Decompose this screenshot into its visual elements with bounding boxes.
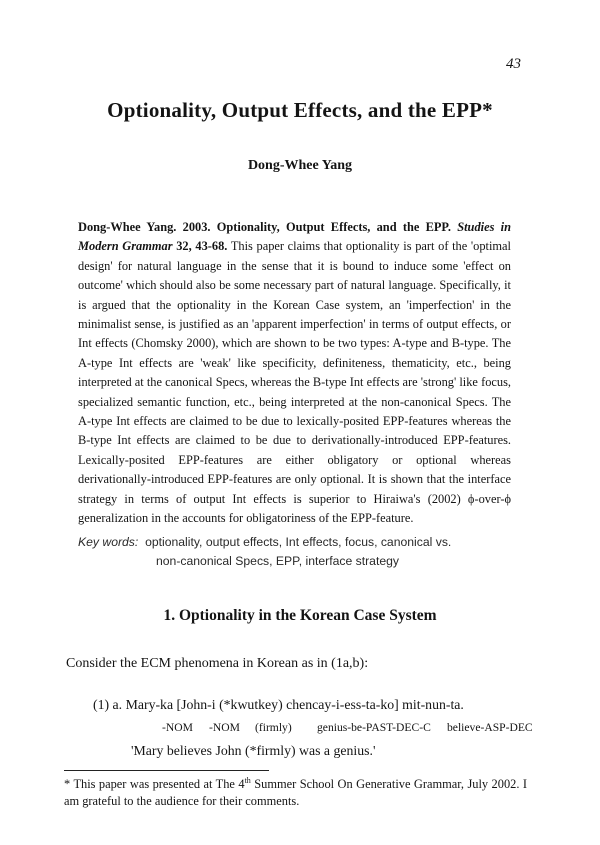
gloss-item: (firmly) (255, 721, 292, 734)
footnote-text-rest: Summer School On Generative Grammar, July 2002. I am grateful to the audience for their comments. (64, 777, 528, 808)
abstract-text: This paper claims that optionality is part of the 'optimal design' for natural language in the sense that it is bound to induce some 'effect on outcome' which should also be some necessary part of natural language. Specifically, it is argued that the optionality in the Korean Case system, an 'imperfection' in the minimalist sense, is justified as an 'apparent imperfection' in terms of output effects, or Int effects (Chomsky 2000), which are shown to be two types: A-type and B-type. The A-type Int effects are 'weak' like specificity, definiteness, thematicity, etc., being interpreted at the canonical Specs, whereas the B-type Int effects are 'strong' like focus, specialized semantic function, etc., being interpreted at the non-canonical Specs. The A-type Int effects are claimed to be due to lexically-posited EPP-features whereas the B-type Int effects are claimed to be due to derivationally-introduced EPP-features. Lexically-posited EPP-features are either obligatory or optional whereas derivationally-introduced EPP-features are only optional. It is shown that the interface strategy in terms of output Int effects is superior to Hiraiwa's (2002) ϕ-over-ϕ generalization in the accounts for obligatoriness of the EPP-feature. (78, 239, 511, 526)
footnote (64, 776, 527, 810)
author-name: Dong-Whee Yang (247, 158, 353, 173)
keywords-line2: non-canonical Specs, EPP, interface strategy (156, 554, 399, 568)
gloss-item: believe-ASP-DEC (447, 721, 533, 734)
section-heading: 1. Optionality in the Korean Case System (163, 607, 437, 624)
keywords (78, 533, 518, 571)
citation-volume: 32, 43-68. (176, 239, 228, 254)
footnote-marker: * (64, 777, 71, 791)
keywords-label: Key words (78, 535, 135, 549)
keywords-line1: optionality, output effects, Int effects, focus, canonical vs. (145, 535, 452, 549)
gloss-item: -NOM (209, 721, 240, 734)
body-paragraph: Consider the ECM phenomena in Korean as in (1a,b): (66, 656, 369, 671)
citation-journal: Studies in Modern Grammar (78, 220, 511, 254)
gloss-item: -NOM (162, 721, 193, 734)
example-translation: 'Mary believes John (*firmly) was a genius.' (131, 743, 376, 758)
gloss-item: genius-be-PAST-DEC-C (317, 721, 431, 734)
example-sentence (93, 697, 543, 713)
footnote-superscript: th (244, 776, 251, 785)
example-korean: Mary-ka [John-i (*kwutkey) chencay-i-ess-ta-ko] mit-nun-ta. (125, 697, 464, 712)
footnote-text: This paper was presented at The 4 (73, 777, 245, 791)
page-number: 43 (506, 56, 521, 72)
citation-header: Dong-Whee Yang. 2003. Optionality, Output Effects, and the EPP. (78, 220, 451, 234)
keywords-colon: : (134, 535, 139, 549)
footnote-divider (64, 770, 269, 771)
abstract (78, 218, 511, 529)
example-number: (1) a. (93, 697, 123, 712)
paper-title: Optionality, Output Effects, and the EPP* (107, 98, 493, 122)
example-gloss (0, 721, 600, 737)
